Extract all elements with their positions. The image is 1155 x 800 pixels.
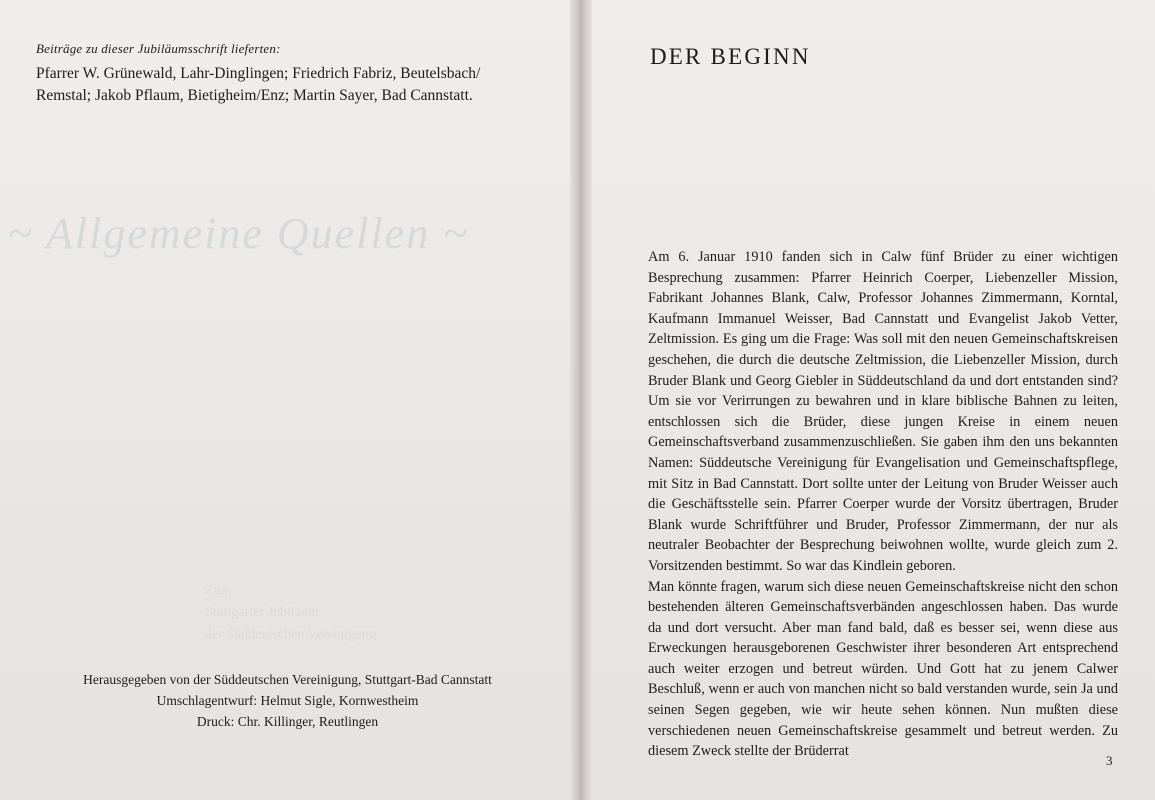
chapter-body (648, 247, 1118, 762)
chapter-title: DER BEGINN (650, 44, 811, 69)
page-number: 3 (1106, 753, 1113, 768)
paragraph: Man könnte fragen, warum sich diese neuen Gemeinschaftskreise nicht den schon bestehenden älteren Gemeinschaftsverbänden angeschlossen haben. Das wurde da und dort versucht. Aber man fand bald, daß es besser sei, wenn diese aus Erweckungen herausgeborenen Geschwister ihrer besonderen Art entsprechend auch weiter erzogen und betreut würden. Und Gott hat zu jenem Calwer Beschluß, wenn er auch von manchen nicht so bald verstanden wurde, sein Ja und seinen Segen gegeben, wie wir heute sehen können. Nun mußten diese verschiedenen neuen Gemeinschaftskreise gesammelt und betreut werden. Zu diesem Zweck stellte der Brüderrat (648, 578, 1118, 760)
bleed-through-lines: Zum Stuttgarter Jubiläum der Süddeutschen Vereinigung (205, 583, 376, 642)
bleed-through-script: ~ Allgemeine Quellen ~ (8, 209, 470, 258)
contributors-list: Pfarrer W. Grünewald, Lahr-Dinglingen; Friedrich Fabriz, Beutelsbach/ Remstal; Jakob Pflaum, Bietigheim/Enz; Martin Sayer, Bad Cannstatt. (36, 65, 481, 104)
printing-line: Druck: Chr. Killinger, Reutlingen (196, 714, 379, 729)
publisher-line: Herausgegeben von der Süddeutschen Vereinigung, Stuttgart-Bad Cannstatt (83, 672, 492, 687)
cover-design-line: Umschlagentwurf: Helmut Sigle, Kornwestheim (156, 693, 419, 708)
paragraph: Am 6. Januar 1910 fanden sich in Calw fünf Brüder zu einer wichtigen Besprechung zusammen: Pfarrer Heinrich Coerper, Liebenzeller Mission, Fabrikant Johannes Blank, Calw, Professor Johannes Zimmermann, Korntal, Kaufmann Immanuel Weisser, Bad Cannstatt und Evangelist Jakob Vetter, Zeltmission. Es ging um die Frage: Was soll mit den neuen Gemeinschaftskreisen geschehen, die durch die deutsche Zeltmission, die Liebenzeller Mission, durch Bruder Blank und Georg Giebler in Süddeutschland da und dort entstanden sind? Um sie vor Verirrungen zu bewahren und in klare biblische Bahnen zu leiten, entschlossen sich die Brüder, diese jungen Kreise in einem neuen Gemeinschaftsverband zusammenzuschließen. Sie gaben ihm den uns bekannten Namen: Süddeutsche Vereinigung für Evangelisation und Gemeinschaftspflege, mit Sitz in Bad Cannstatt. Dort sollte unter der Leitung von Bruder Weisser auch die Geschäftsstelle sein. Pfarrer Coerper wurde der Vorsitz übertragen, Bruder Blank wurde Schriftführer und Bruder, Professor Zimmermann, der nur als neutraler Beobachter der Besprechung beiwohnen wollte, wurde gleich zum 2. Vorsitzenden bestimmt. So war das Kindlein geboren. (648, 249, 1118, 574)
contributors-heading: Beiträge zu dieser Jubiläumsschrift lieferten: (36, 41, 281, 56)
imprint (0, 669, 575, 732)
book-gutter (570, 0, 592, 800)
